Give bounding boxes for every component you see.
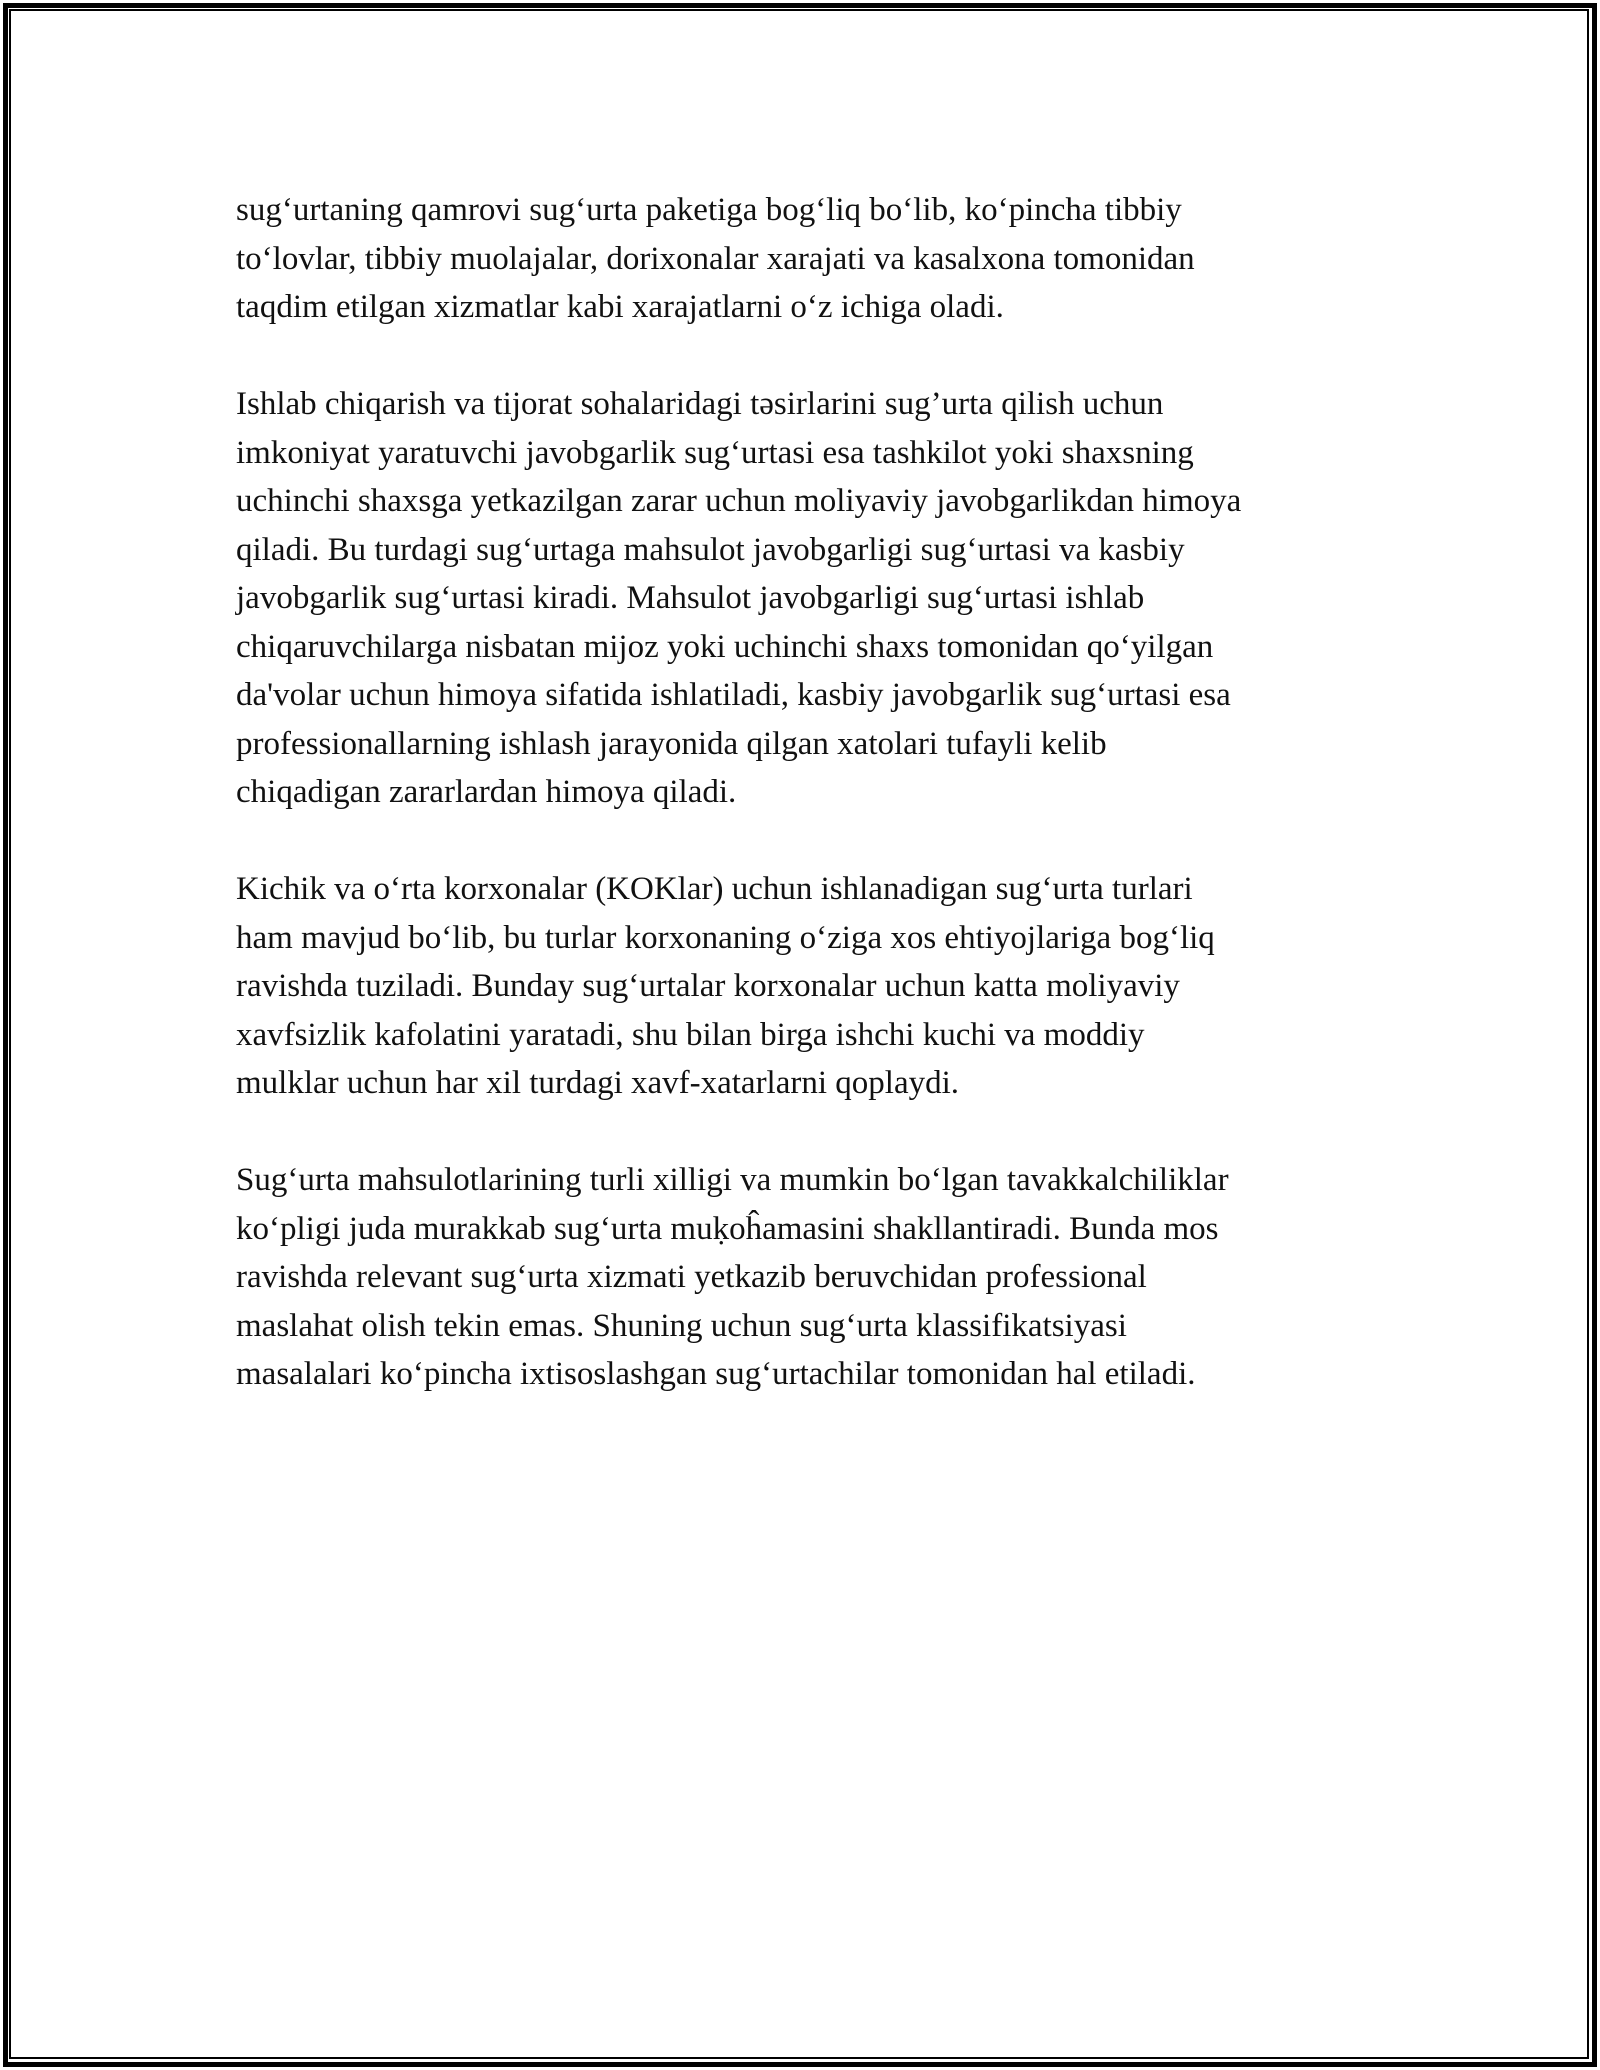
- paragraph-insurance-complexity: Sug‘urta mahsulotlarining turli xilligi va mumkin bo‘lgan tavakkalchiliklar ko‘pligi juda murakkab sug‘urta muḳoĥamasini shakllantiradi. Bunda mos ravishda relevant sug‘urta xizmati yetkazib beruvchidan professional maslahat olish tekin emas. Shuning uchun sug‘urta klassifikatsiyasi masalalari ko‘pincha ixtisoslashgan sug‘urtachilar tomonidan hal etiladi.: [236, 1162, 1229, 1392]
- document-body: [236, 186, 1376, 1447]
- paragraph-medical-coverage: sug‘urtaning qamrovi sug‘urta paketiga bog‘liq bo‘lib, ko‘pincha tibbiy to‘lovlar, tibbiy muolajalar, dorixonalar xarajati va kasalxona tomonidan taqdim etilgan xizmatlar kabi xarajatlarni o‘z ichiga oladi.: [236, 192, 1195, 325]
- paragraph-sme-insurance: Kichik va o‘rta korxonalar (KOKlar) uchun ishlanadigan sug‘urta turlari ham mavjud bo‘lib, bu turlar korxonaning o‘ziga xos ehtiyojlariga bog‘liq ravishda tuziladi. Bunday sug‘urtalar korxonalar uchun katta moliyaviy xavfsizlik kafolatini yaratadi, shu bilan birga ishchi kuchi va moddiy mulklar uchun har xil turdagi xavf-xatarlarni qoplaydi.: [236, 871, 1215, 1101]
- paragraph-liability-insurance: Ishlab chiqarish va tijorat sohalaridagi təsirlarini sug’urta qilish uchun imkoniyat yaratuvchi javobgarlik sug‘urtasi esa tashkilot yoki shaxsning uchinchi shaxsga yetkazilgan zarar uchun moliyaviy javobgarlikdan himoya qiladi. Bu turdagi sug‘urtaga mahsulot javobgarligi sug‘urtasi va kasbiy javobgarlik sug‘urtasi kiradi. Mahsulot javobgarligi sug‘urtasi ishlab chiqaruvchilarga nisbatan mijoz yoki uchinchi shaxs tomonidan qo‘yilgan da'volar uchun himoya sifatida ishlatiladi, kasbiy javobgarlik sug‘urtasi esa professionallarning ishlash jarayonida qilgan xatolari tufayli kelib chiqadigan zararlardan himoya qiladi.: [236, 386, 1242, 810]
